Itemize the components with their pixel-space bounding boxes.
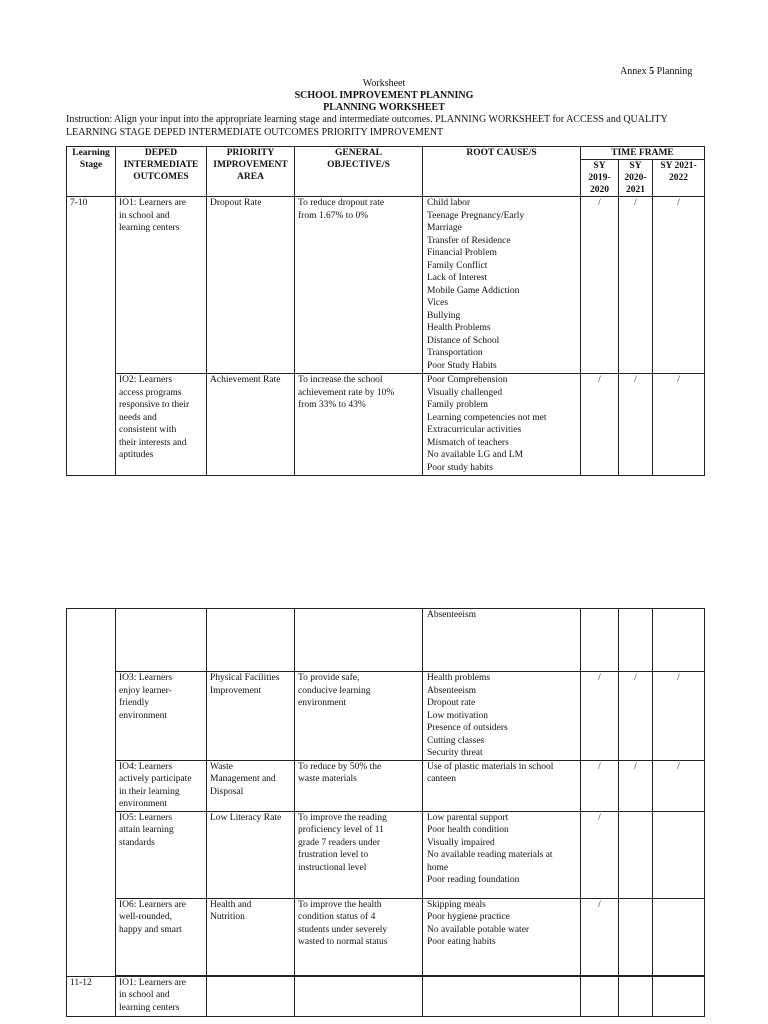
text-line: Skipping meals: [427, 899, 486, 910]
text-line: Extracurricular activities: [427, 425, 522, 435]
text-line: SY: [593, 161, 606, 171]
mark-cell: [581, 609, 619, 672]
mark-cell: /: [619, 374, 653, 476]
text-line: grade 7 readers under: [298, 837, 381, 848]
text-line: Poor health condition: [427, 825, 509, 835]
outcome-cell: [116, 609, 207, 672]
mark-cell: /: [581, 374, 619, 476]
text-line: Use of plastic materials in school: [427, 761, 554, 772]
text-line: Family Conflict: [427, 260, 488, 271]
mark-cell: [619, 898, 653, 975]
learning-stage-cell: 7-10: [67, 197, 116, 476]
mark-cell: [653, 898, 705, 975]
text-line: Dropout Rate: [210, 198, 262, 208]
text-line: Improvement: [210, 685, 262, 696]
mark-cell: [619, 976, 653, 1016]
mark-cell: /: [619, 197, 653, 374]
text-line: friendly: [119, 698, 150, 708]
priority-cell: [207, 672, 295, 761]
header-sy-2020: [619, 160, 653, 197]
text-line: Disposal: [210, 786, 244, 797]
header-time-frame: TIME FRAME: [581, 147, 705, 160]
text-line: To provide safe,: [298, 673, 360, 683]
priority-cell: [207, 197, 295, 374]
text-line: 2019-: [588, 173, 611, 183]
doc-subtitle: PLANNING WORKSHEET: [323, 102, 445, 113]
text-line: 2022: [669, 173, 689, 183]
annex-label: Annex 5 Planning: [620, 66, 693, 77]
text-line: To reduce by 50% the: [298, 761, 382, 772]
text-line: SY: [629, 161, 642, 171]
text-line: Poor eating habits: [427, 937, 496, 947]
doc-title: SCHOOL IMPROVEMENT PLANNING: [294, 90, 474, 101]
planning-table-page1: [66, 146, 705, 476]
objective-cell: [295, 672, 423, 761]
text-line: To improve the health: [298, 899, 382, 910]
priority-cell: [207, 609, 295, 672]
text-line: consistent with: [119, 425, 177, 435]
text-line: Security threat: [427, 748, 483, 758]
objective-cell: [295, 760, 423, 811]
doc-label: Worksheet: [362, 78, 406, 89]
planning-table-page2: [66, 608, 705, 1017]
text-line: To reduce dropout rate: [298, 198, 385, 208]
instruction-text: Instruction: Align your input into the appropriate learning stage and intermediate outcomes. PLANNING WORKSHEET for ACCESS and QUALITY LEARNING STAGE DEPED INTERMEDIATE OUTCOMES PRIORITY IMPROVEMENT: [66, 114, 668, 138]
text-line: No available LG and LM: [427, 450, 524, 460]
table-row: [67, 760, 705, 811]
text-line: Marriage: [427, 223, 462, 233]
outcome-cell: [116, 976, 207, 1016]
text-line: environment: [119, 799, 168, 809]
text-line: waste materials: [298, 774, 357, 784]
objective-cell: [295, 374, 423, 476]
text-line: Poor study habits: [427, 462, 493, 473]
text-line: environment: [298, 698, 347, 708]
text-line: GENERAL: [335, 148, 382, 158]
mark-cell: /: [653, 760, 705, 811]
text-line: 2021: [626, 185, 645, 195]
text-line: Poor reading foundation: [427, 875, 520, 885]
text-line: happy and smart: [119, 924, 182, 935]
text-line: AREA: [237, 172, 264, 182]
text-line: IMPROVEMENT: [213, 160, 288, 170]
text-line: Poor Comprehension: [427, 375, 508, 385]
text-line: in their learning: [119, 786, 180, 797]
header-outcomes: [116, 147, 207, 197]
mark-cell: /: [581, 898, 619, 975]
text-line: OUTCOMES: [133, 172, 189, 182]
priority-cell: [207, 976, 295, 1016]
text-line: Low parental support: [427, 812, 509, 823]
text-line: Absenteeism: [427, 685, 477, 696]
header-sy-2019: [581, 160, 619, 197]
text-line: SY 2021-: [660, 161, 697, 171]
mark-cell: /: [581, 672, 619, 761]
text-line: Vices: [427, 298, 449, 308]
table-row: [67, 672, 705, 761]
text-line: standards: [119, 837, 155, 848]
outcome-cell: [116, 672, 207, 761]
header-general-objectives: [295, 147, 423, 197]
text-line: actively participate: [119, 774, 192, 784]
text-line: Absenteeism: [427, 610, 477, 620]
table-row: [67, 197, 705, 374]
text-line: Learning: [72, 148, 110, 158]
root-causes-cell: [423, 811, 581, 898]
text-line: 2020: [590, 185, 609, 195]
text-line: learning centers: [119, 223, 180, 233]
mark-cell: /: [619, 760, 653, 811]
text-line: IO1: Learners are: [119, 977, 186, 988]
text-line: No available potable water: [427, 924, 530, 935]
text-line: from 33% to 43%: [298, 400, 366, 410]
table-row: [67, 976, 705, 1016]
outcome-cell: [116, 811, 207, 898]
text-line: Financial Problem: [427, 248, 497, 258]
mark-cell: [653, 609, 705, 672]
text-line: responsive to their: [119, 400, 190, 410]
text-line: 2020-: [624, 173, 647, 183]
header-learning-stage: [67, 147, 116, 197]
root-causes-cell: [423, 609, 581, 672]
text-line: Nutrition: [210, 912, 245, 922]
text-line: IO1: Learners are: [119, 198, 186, 208]
root-causes-cell: [423, 374, 581, 476]
text-line: Poor hygiene practice: [427, 912, 510, 922]
text-line: Visually challenged: [427, 387, 503, 398]
mark-cell: [581, 976, 619, 1016]
text-line: students under severely: [298, 924, 388, 935]
text-line: OBJECTIVE/S: [327, 160, 390, 170]
text-line: Health and: [210, 899, 252, 910]
priority-cell: [207, 374, 295, 476]
outcome-cell: [116, 898, 207, 975]
text-line: IO5: Learners: [119, 812, 173, 823]
text-line: Poor Study Habits: [427, 360, 497, 371]
text-line: IO3: Learners: [119, 673, 173, 683]
text-line: in school and: [119, 990, 170, 1000]
table-row: [67, 374, 705, 476]
text-line: their interests and: [119, 437, 187, 448]
text-line: INTERMEDIATE: [123, 160, 199, 170]
text-line: Cutting classes: [427, 735, 485, 746]
text-line: home: [427, 862, 449, 873]
text-line: well-rounded,: [119, 912, 173, 922]
text-line: Bullying: [427, 310, 461, 321]
root-causes-cell: [423, 976, 581, 1016]
text-line: Child labor: [427, 198, 471, 208]
priority-cell: [207, 811, 295, 898]
header-sy-2021: [653, 160, 705, 197]
text-line: Low motivation: [427, 710, 488, 721]
mark-cell: [619, 609, 653, 672]
learning-stage-cell: 11-12: [67, 976, 116, 1016]
text-line: canteen: [427, 774, 457, 784]
mark-cell: /: [653, 197, 705, 374]
text-line: Teenage Pregnancy/Early: [427, 210, 525, 221]
mark-cell: [653, 811, 705, 898]
mark-cell: /: [581, 760, 619, 811]
text-line: instructional level: [298, 862, 367, 873]
text-line: DEPED: [144, 148, 178, 158]
mark-cell: /: [581, 811, 619, 898]
text-line: wasted to normal status: [298, 937, 388, 947]
objective-cell: [295, 609, 423, 672]
priority-cell: [207, 898, 295, 975]
mark-cell: /: [581, 197, 619, 374]
text-line: PRIORITY: [226, 148, 275, 158]
objective-cell: [295, 976, 423, 1016]
text-line: Mismatch of teachers: [427, 437, 509, 448]
text-line: in school and: [119, 210, 170, 221]
text-line: Distance of School: [427, 335, 500, 346]
text-line: Low Literacy Rate: [210, 812, 282, 823]
text-line: enjoy learner-: [119, 685, 172, 696]
text-line: Mobile Game Addiction: [427, 285, 520, 296]
text-line: Dropout rate: [427, 698, 476, 708]
text-line: access programs: [119, 387, 182, 398]
mark-cell: [619, 811, 653, 898]
text-line: No available reading materials at: [427, 850, 553, 860]
text-line: Achievement Rate: [210, 375, 281, 385]
text-line: condition status of 4: [298, 912, 376, 922]
mark-cell: /: [619, 672, 653, 761]
outcome-cell: [116, 374, 207, 476]
text-line: IO4: Learners: [119, 761, 173, 772]
text-line: Lack of Interest: [427, 273, 488, 283]
text-line: IO2: Learners: [119, 375, 173, 385]
text-line: proficiency level of 11: [298, 825, 384, 835]
text-line: Management and: [210, 774, 276, 784]
text-line: Physical Facilities: [210, 673, 280, 683]
mark-cell: /: [653, 374, 705, 476]
text-line: attain learning: [119, 825, 174, 835]
text-line: environment: [119, 710, 168, 721]
table-row: [67, 609, 705, 672]
mark-cell: [653, 976, 705, 1016]
priority-cell: [207, 760, 295, 811]
text-line: Presence of outsiders: [427, 723, 508, 733]
objective-cell: [295, 811, 423, 898]
root-causes-cell: [423, 898, 581, 975]
text-line: Health Problems: [427, 323, 491, 333]
root-causes-cell: [423, 197, 581, 374]
text-line: conducive learning: [298, 685, 371, 696]
table-row: [67, 811, 705, 898]
header-root-causes: ROOT CAUSE/S: [423, 147, 581, 197]
text-line: frustration level to: [298, 850, 369, 860]
text-line: achievement rate by 10%: [298, 387, 395, 398]
text-line: IO6: Learners are: [119, 899, 186, 910]
text-line: To improve the reading: [298, 812, 387, 823]
text-line: To increase the school: [298, 375, 383, 385]
text-line: Waste: [210, 761, 233, 772]
text-line: Transfer of Residence: [427, 235, 511, 246]
objective-cell: [295, 197, 423, 374]
root-causes-cell: [423, 760, 581, 811]
learning-stage-cell: [67, 609, 116, 977]
text-line: Visually impaired: [427, 837, 495, 848]
header-priority-area: [207, 147, 295, 197]
text-line: from 1.67% to 0%: [298, 210, 369, 221]
outcome-cell: [116, 197, 207, 374]
text-line: Transportation: [427, 348, 483, 358]
text-line: Family problem: [427, 400, 488, 410]
table-row: [67, 898, 705, 975]
mark-cell: /: [653, 672, 705, 761]
text-line: needs and: [119, 412, 157, 423]
outcome-cell: [116, 760, 207, 811]
text-line: Stage: [79, 160, 103, 170]
root-causes-cell: [423, 672, 581, 761]
text-line: aptitudes: [119, 450, 154, 460]
text-line: Learning competencies not met: [427, 412, 547, 423]
text-line: learning centers: [119, 1002, 180, 1013]
objective-cell: [295, 898, 423, 975]
text-line: Health problems: [427, 673, 491, 683]
